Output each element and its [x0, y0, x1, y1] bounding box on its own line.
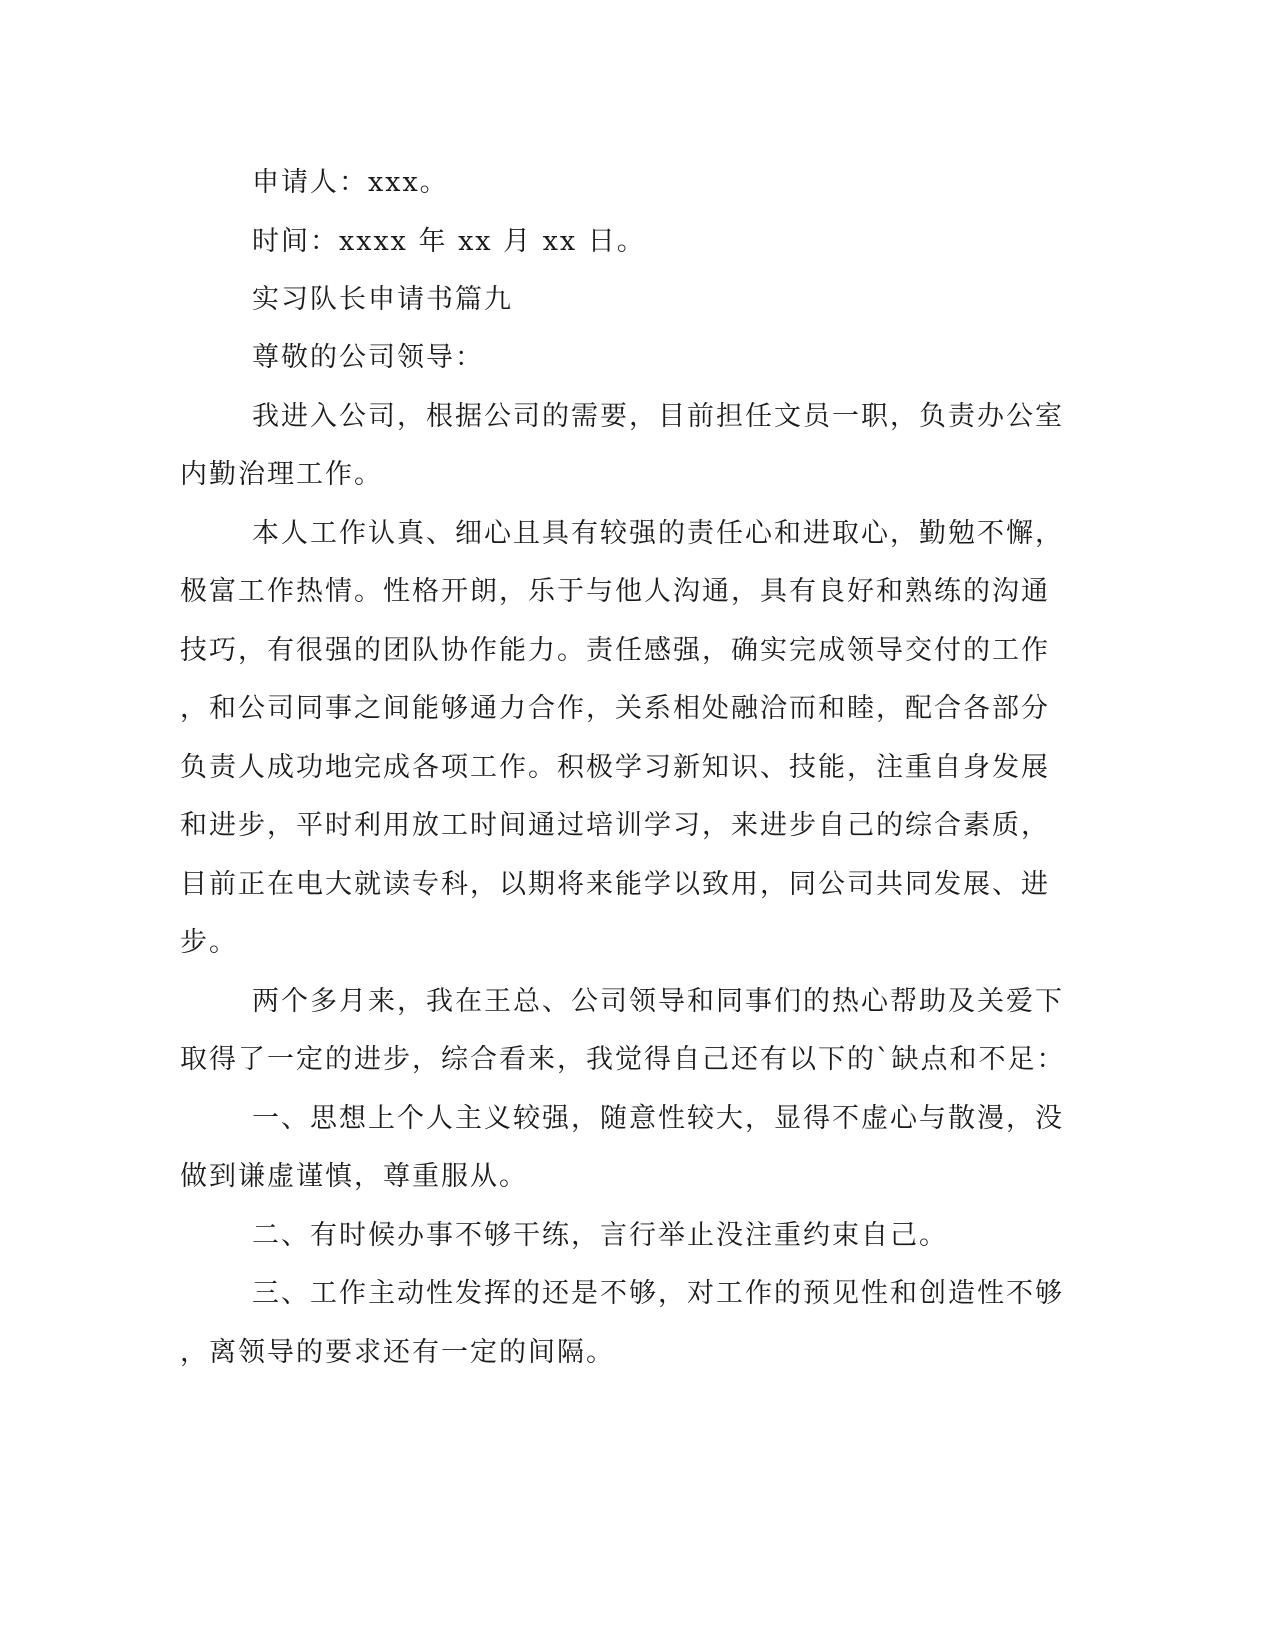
paragraph-line: 两个多月来，我在王总、公司领导和同事们的热心帮助及关爱下: [252, 986, 1064, 1017]
paragraph-line: 做到谦虚谨慎，尊重服从。: [180, 1161, 528, 1192]
salutation: 尊敬的公司领导：: [252, 342, 484, 373]
paragraph-line: 和进步，平时利用放工时间通过培训学习，来进步自己的综合素质，: [180, 810, 1050, 841]
paragraph-line: 负责人成功地完成各项工作。积极学习新知识、技能，注重自身发展: [180, 752, 1050, 783]
paragraph-line: 一、思想上个人主义较强，随意性较大，显得不虚心与散漫，没: [252, 1103, 1064, 1134]
paragraph-line: ，和公司同事之间能够通力合作，关系相处融洽而和睦，配合各部分: [180, 693, 1050, 724]
paragraph-line: ，离领导的要求还有一定的间隔。: [180, 1337, 615, 1368]
applicant-line: 申请人：xxx。: [252, 167, 449, 198]
paragraph-line: 步。: [180, 927, 238, 958]
paragraph-line: 我进入公司，根据公司的需要，目前担任文员一职，负责办公室: [252, 401, 1064, 432]
paragraph-line: 本人工作认真、细心且具有较强的责任心和进取心，勤勉不懈，: [252, 518, 1064, 549]
paragraph-line: 技巧，有很强的团队协作能力。责任感强，确实完成领导交付的工作: [180, 635, 1050, 666]
section-title: 实习队长申请书篇九: [252, 284, 513, 315]
paragraph-line: 取得了一定的进步，综合看来，我觉得自己还有以下的`缺点和不足：: [180, 1044, 1066, 1075]
paragraph-line: 极富工作热情。性格开朗，乐于与他人沟通，具有良好和熟练的沟通: [180, 576, 1050, 607]
paragraph-line: 内勤治理工作。: [180, 459, 383, 490]
paragraph-line: 二、有时候办事不够干练，言行举止没注重约束自己。: [252, 1220, 948, 1251]
paragraph-line: 三、工作主动性发挥的还是不够，对工作的预见性和创造性不够: [252, 1278, 1064, 1309]
paragraph-line: 目前正在电大就读专科，以期将来能学以致用，同公司共同发展、进: [180, 869, 1050, 900]
date-line: 时间：xxxx 年 xx 月 xx 日。: [252, 226, 646, 257]
